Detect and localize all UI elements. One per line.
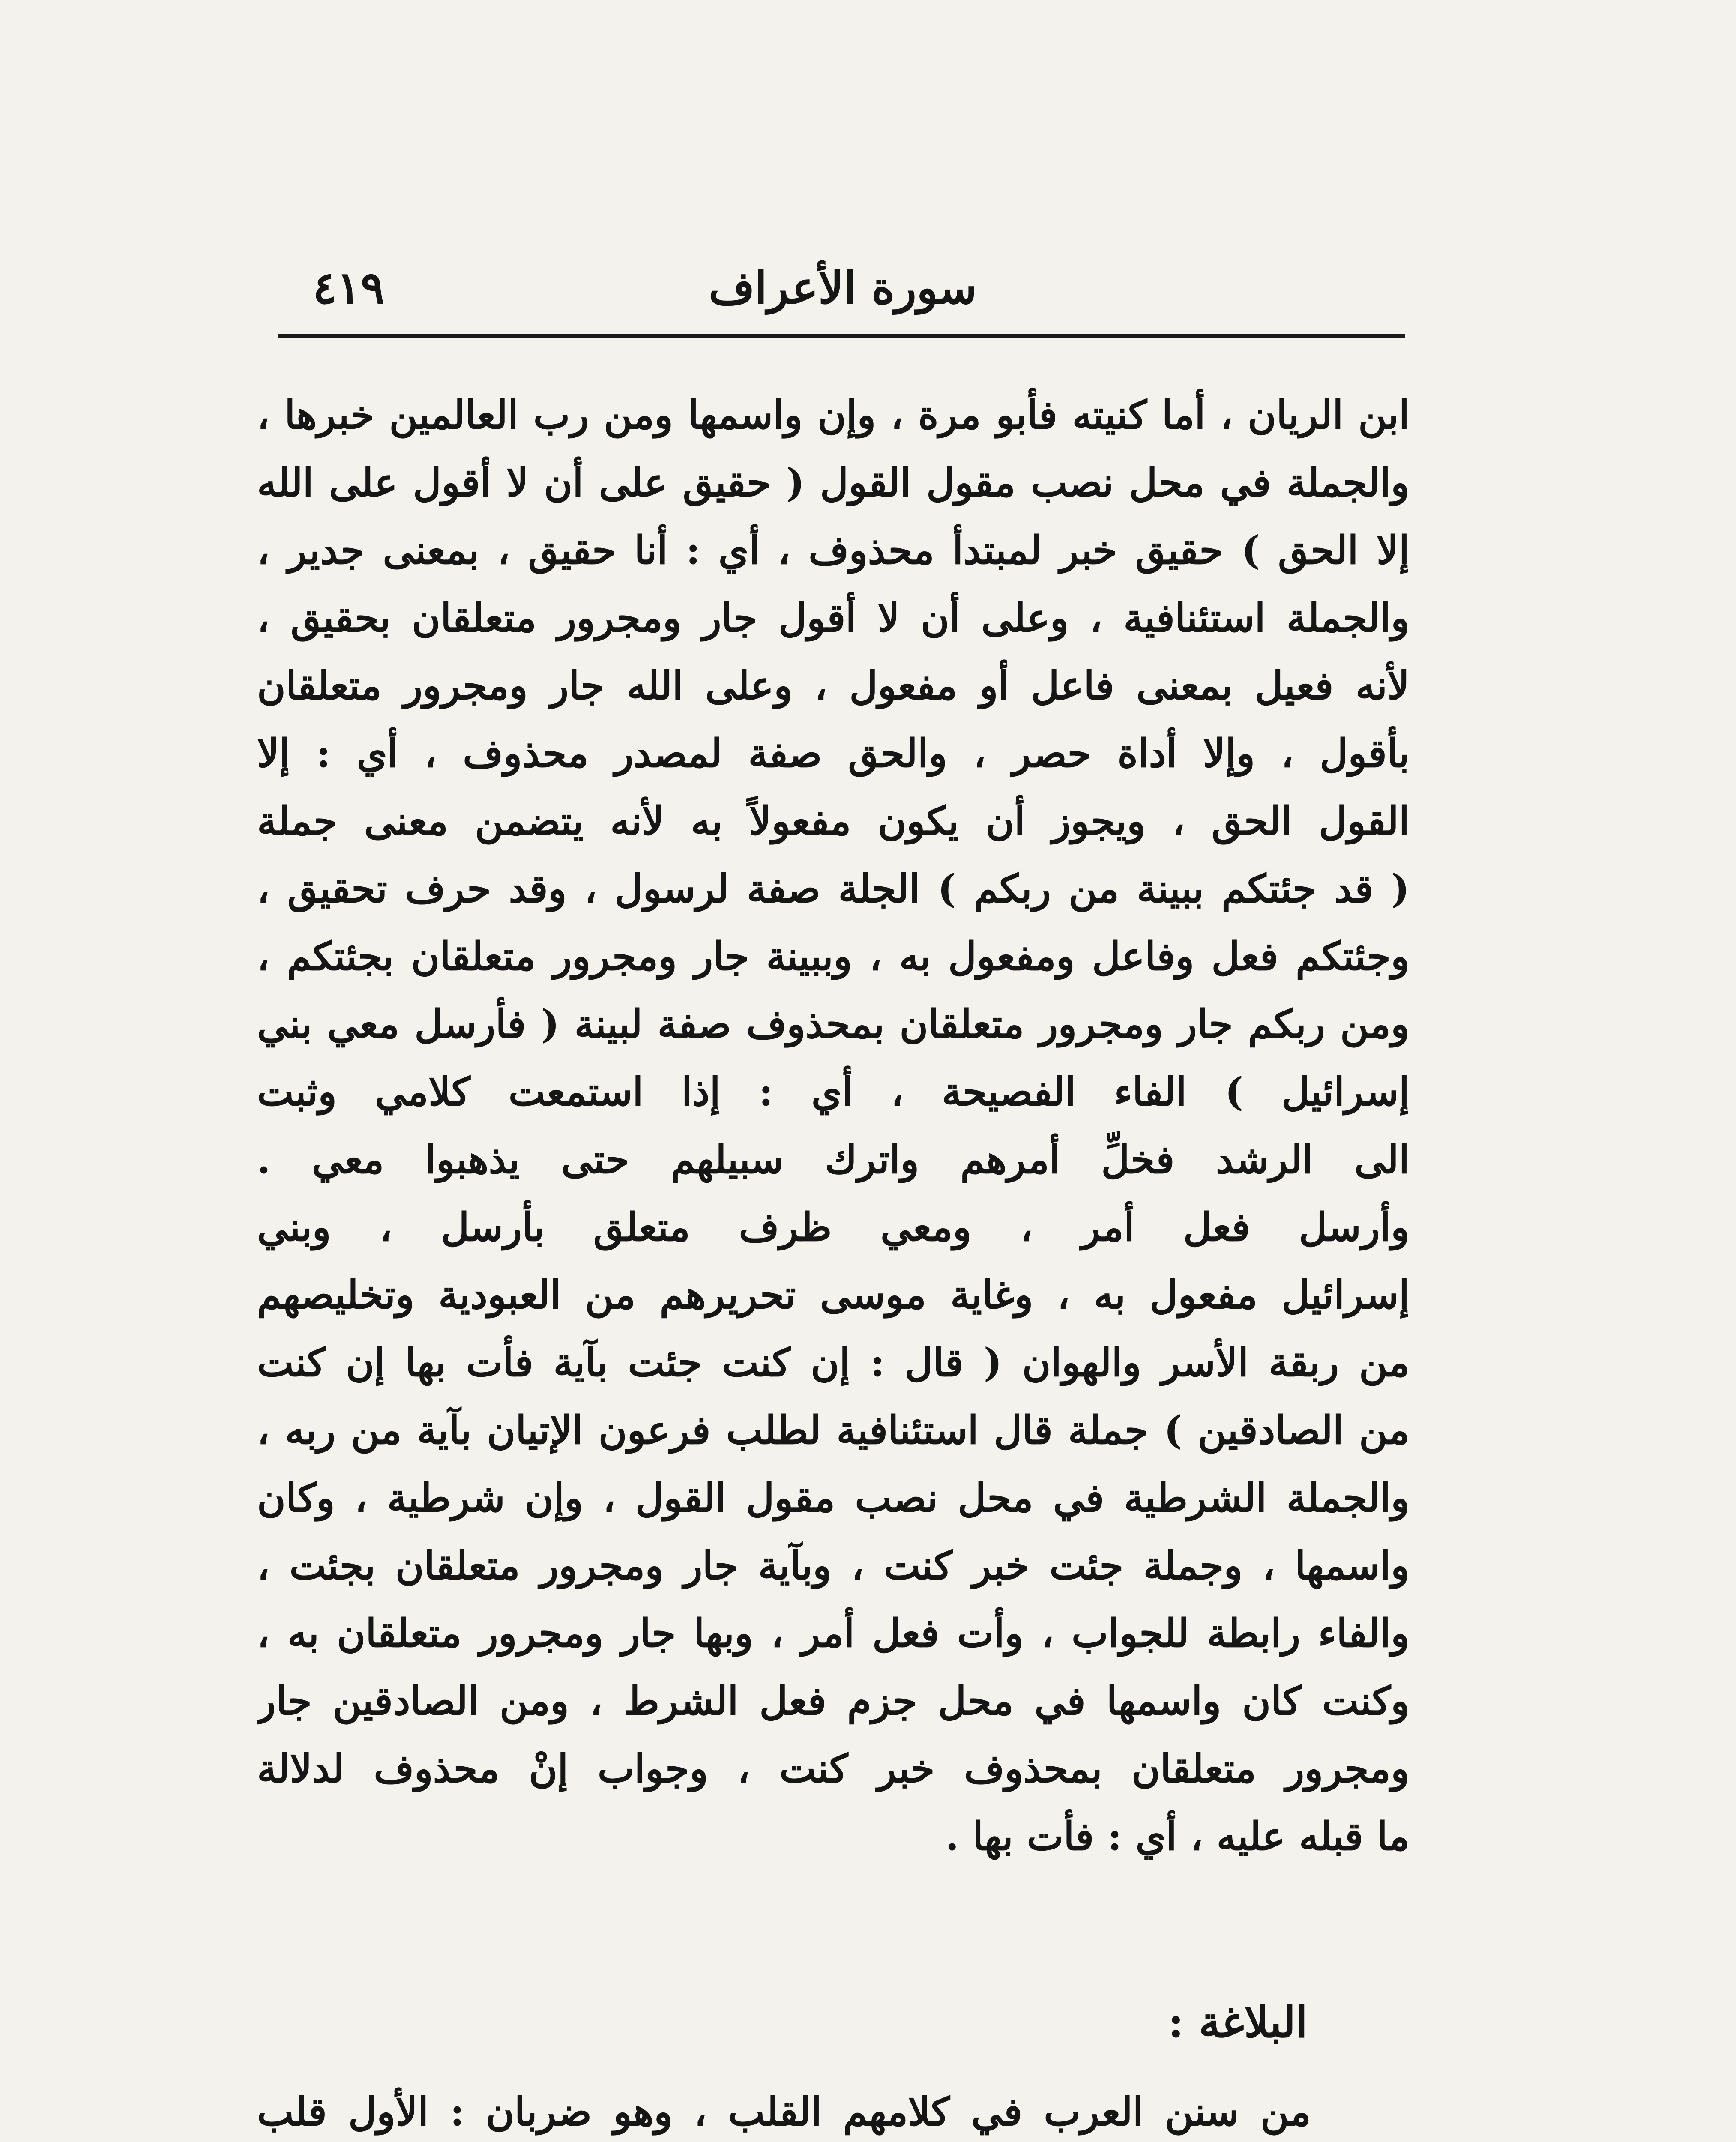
text-line: من الصادقين ) جملة قال استئنافية لطلب فرعون الإتيان بآية من ربه ، bbox=[257, 1408, 1410, 1453]
text-line: من ربقة الأسر والهوان ( قال : إن كنت جئت بآية فأت بها إن كنت bbox=[257, 1340, 1410, 1385]
page-number: ٤١٩ bbox=[313, 261, 385, 314]
text-line: بأقول ، وإلا أداة حصر ، والحق صفة لمصدر محذوف ، أي : إلا bbox=[257, 731, 1410, 776]
text-line: واسمها ، وجملة جئت خبر كنت ، وبآية جار ومجرور متعلقان بجئت ، bbox=[257, 1543, 1410, 1589]
main-text bbox=[257, 381, 1410, 1870]
text-line: لأنه فعيل بمعنى فاعل أو مفعول ، وعلى الله جار ومجرور متعلقان bbox=[257, 663, 1410, 709]
text-line: إسرائيل ) الفاء الفصيحة ، أي : إذا استمعت كلامي وثبت bbox=[257, 1069, 1410, 1115]
text-line: ومن ربكم جار ومجرور متعلقان بمحذوف صفة لبينة ( فأرسل معي بني bbox=[257, 1002, 1410, 1047]
text-line: ومجرور متعلقان بمحذوف خبر كنت ، وجواب إنْ محذوف لدلالة bbox=[257, 1746, 1410, 1792]
section-heading: البلاغة : bbox=[1168, 1997, 1308, 2047]
text-line: وأرسل فعل أمر ، ومعي ظرف متعلق بأرسل ، وبني bbox=[257, 1205, 1410, 1250]
text-line: وكنت كان واسمها في محل جزم فعل الشرط ، ومن الصادقين جار bbox=[257, 1678, 1410, 1724]
page-header bbox=[274, 253, 1405, 334]
text-line: إسرائيل مفعول به ، وغاية موسى تحريرهم من العبودية وتخليصهم bbox=[257, 1272, 1410, 1318]
section-text-line: من سنن العرب في كلامهم القلب ، وهو ضربان : الأول قلب bbox=[257, 2089, 1311, 2135]
surah-title: سورة الأعراف bbox=[708, 261, 977, 314]
text-line: والفاء رابطة للجواب ، وأت فعل أمر ، وبها جار ومجرور متعلقان به ، bbox=[257, 1611, 1410, 1656]
text-line: وجئتكم فعل وفاعل ومفعول به ، وببينة جار ومجرور متعلقان بجئتكم ، bbox=[257, 934, 1410, 979]
text-line: ( قد جئتكم ببينة من ربكم ) الجلة صفة لرسول ، وقد حرف تحقيق ، bbox=[257, 866, 1410, 912]
header-divider bbox=[278, 334, 1405, 338]
text-line: الى الرشد فخلِّ أمرهم واترك سبيلهم حتى يذهبوا معي . bbox=[257, 1137, 1410, 1182]
text-line: والجملة الشرطية في محل نصب مقول القول ، وإن شرطية ، وكان bbox=[257, 1475, 1410, 1521]
text-line: والجملة في محل نصب مقول القول ( حقيق على أن لا أقول على الله bbox=[257, 460, 1410, 506]
text-line: ابن الريان ، أما كنيته فأبو مرة ، وإن واسمها ومن رب العالمين خبرها ، bbox=[257, 392, 1410, 438]
text-line: والجملة استئنافية ، وعلى أن لا أقول جار ومجرور متعلقان بحقيق ، bbox=[257, 595, 1410, 641]
text-line: إلا الحق ) حقيق خبر لمبتدأ محذوف ، أي : أنا حقيق ، بمعنى جدير ، bbox=[257, 528, 1410, 573]
text-line: ما قبله عليه ، أي : فأت بها . bbox=[945, 1814, 1410, 1859]
text-line: القول الحق ، ويجوز أن يكون مفعولاً به لأنه يتضمن معنى جملة bbox=[257, 799, 1410, 844]
